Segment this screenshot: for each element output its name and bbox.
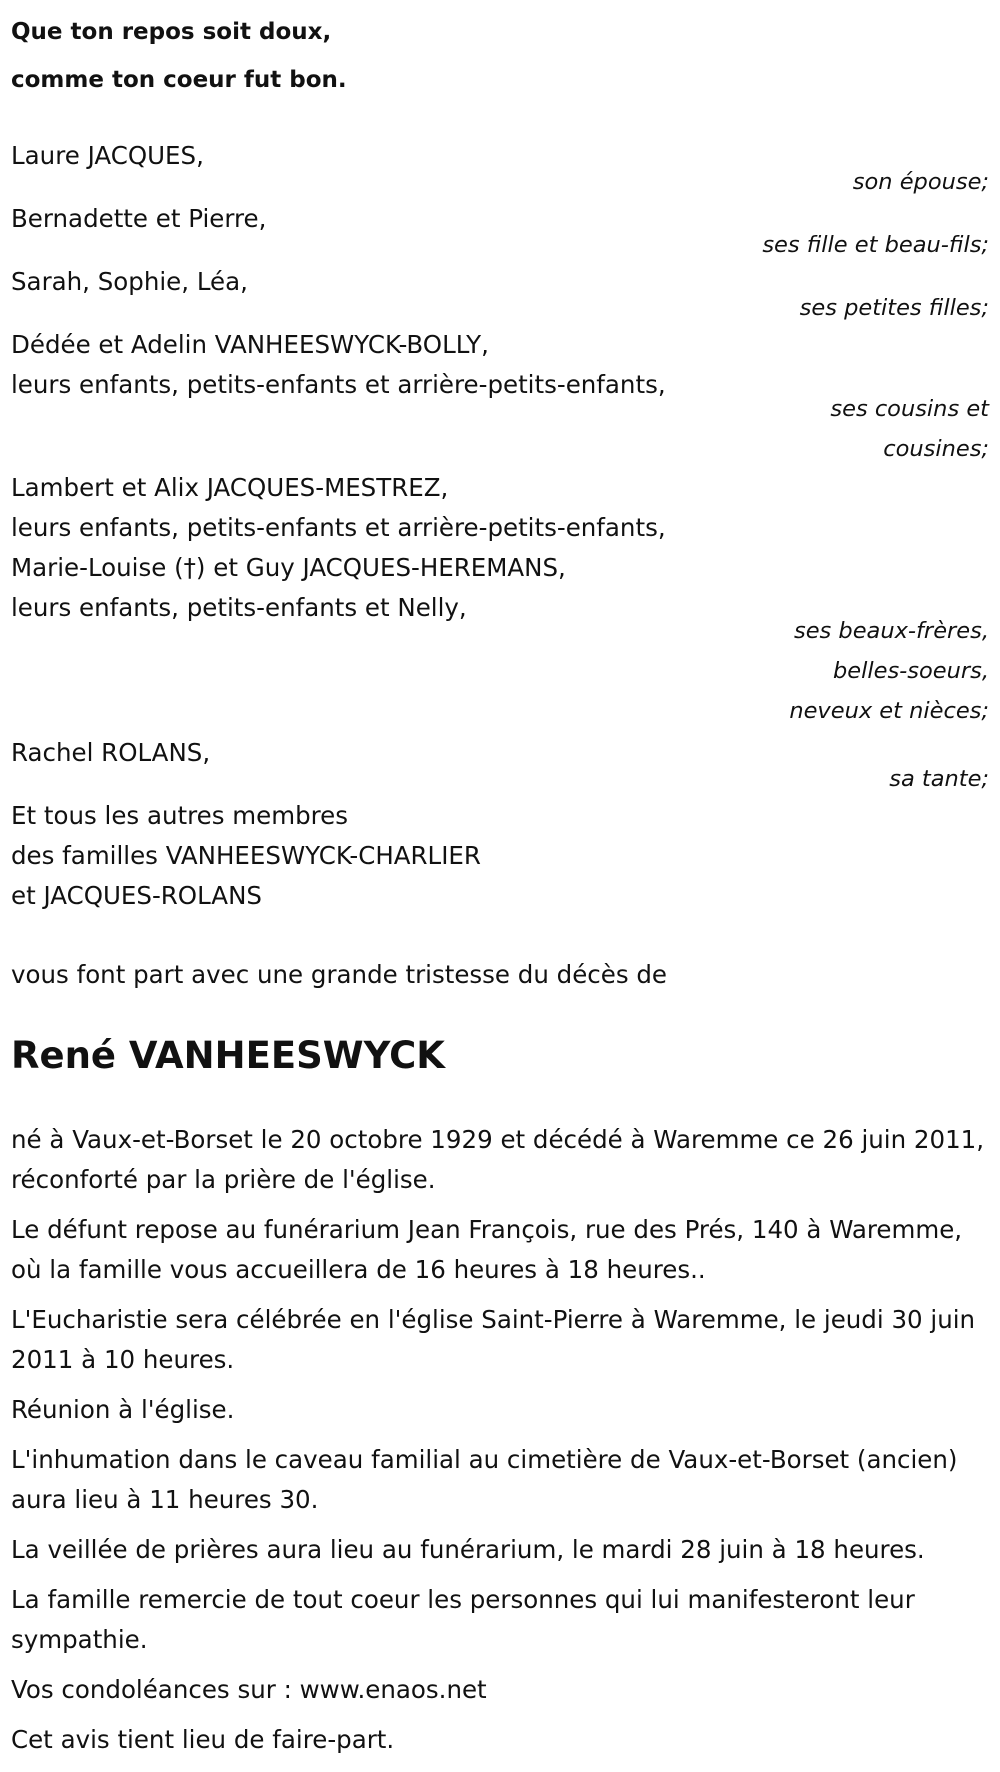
funerarium-paragraph: Le défunt repose au funérarium Jean François, rue des Prés, 140 à Waremme, où la famille vous accueillera de 16 heures à 18 heures..: [11, 1215, 963, 1284]
family-line: Sarah, Sophie, Léa,: [11, 267, 248, 296]
family-group-daughter: [11, 199, 266, 239]
family-group-spouse: [11, 136, 204, 176]
family-line: leurs enfants, petits-enfants et arrière-petits-enfants,: [11, 513, 666, 542]
family-line: et JACQUES-ROLANS: [11, 881, 262, 910]
relation-line: ses fille et beau-fils;: [762, 232, 989, 258]
condolences-paragraph: Vos condoléances sur : www.enaos.net: [11, 1675, 487, 1704]
relation-line: cousines;: [883, 436, 989, 462]
family-group-others: [11, 796, 481, 916]
relation-line: belles-soeurs,: [832, 658, 989, 684]
details: [11, 1120, 996, 1770]
relation-daughter: [762, 225, 989, 265]
family-line: Laure JACQUES,: [11, 141, 204, 170]
family-line: Marie-Louise (†) et Guy JACQUES-HEREMANS,: [11, 553, 566, 582]
family-line: des familles VANHEESWYCK-CHARLIER: [11, 841, 481, 870]
family-group-cousins: [11, 325, 666, 405]
relation-aunt: [889, 759, 989, 799]
epitaph: [11, 8, 347, 104]
family-line: Dédée et Adelin VANHEESWYCK-BOLLY,: [11, 330, 489, 359]
family-group-granddaughters: [11, 262, 248, 302]
family-line: Rachel ROLANS,: [11, 738, 211, 767]
relation-cousins: [830, 389, 989, 469]
relation-line: ses beaux-frères,: [793, 618, 989, 644]
family-group-in-laws: [11, 468, 666, 628]
burial-paragraph: L'inhumation dans le caveau familial au cimetière de Vaux-et-Borset (ancien) aura lieu à 11 heures 30.: [11, 1445, 958, 1514]
birth-death-paragraph: né à Vaux-et-Borset le 20 octobre 1929 et décédé à Waremme ce 26 juin 2011, réconforté par la prière de l'église.: [11, 1125, 985, 1194]
deceased-name: René VANHEESWYCK: [11, 1034, 445, 1077]
relation-in-laws: [789, 611, 989, 731]
relation-line: son épouse;: [852, 169, 989, 195]
thanks-paragraph: La famille remercie de tout coeur les personnes qui lui manifesteront leur sympathie.: [11, 1585, 915, 1654]
relation-line: ses petites filles;: [799, 295, 989, 321]
family-group-aunt: [11, 733, 210, 773]
announcement: vous font part avec une grande tristesse du décès de: [11, 960, 668, 989]
family-line: Lambert et Alix JACQUES-MESTREZ,: [11, 473, 449, 502]
relation-spouse: [853, 162, 989, 202]
epitaph-line-2: comme ton coeur fut bon.: [11, 67, 347, 93]
meeting-paragraph: Réunion à l'église.: [11, 1395, 235, 1424]
notice-paragraph: Cet avis tient lieu de faire-part.: [11, 1725, 395, 1754]
vigil-paragraph: La veillée de prières aura lieu au funérarium, le mardi 28 juin à 18 heures.: [11, 1535, 925, 1564]
eucharist-paragraph: L'Eucharistie sera célébrée en l'église Saint-Pierre à Waremme, le jeudi 30 juin 2011 à 10 heures.: [11, 1305, 976, 1374]
family-line: Et tous les autres membres: [11, 801, 349, 830]
family-line: leurs enfants, petits-enfants et arrière-petits-enfants,: [11, 370, 666, 399]
relation-line: sa tante;: [889, 766, 989, 792]
relation-line: neveux et nièces;: [789, 698, 989, 724]
family-line: Bernadette et Pierre,: [11, 204, 267, 233]
relation-granddaughters: [800, 288, 989, 328]
epitaph-line-1: Que ton repos soit doux,: [11, 19, 332, 45]
family-line: leurs enfants, petits-enfants et Nelly,: [11, 593, 467, 622]
relation-line: ses cousins et: [830, 396, 989, 422]
